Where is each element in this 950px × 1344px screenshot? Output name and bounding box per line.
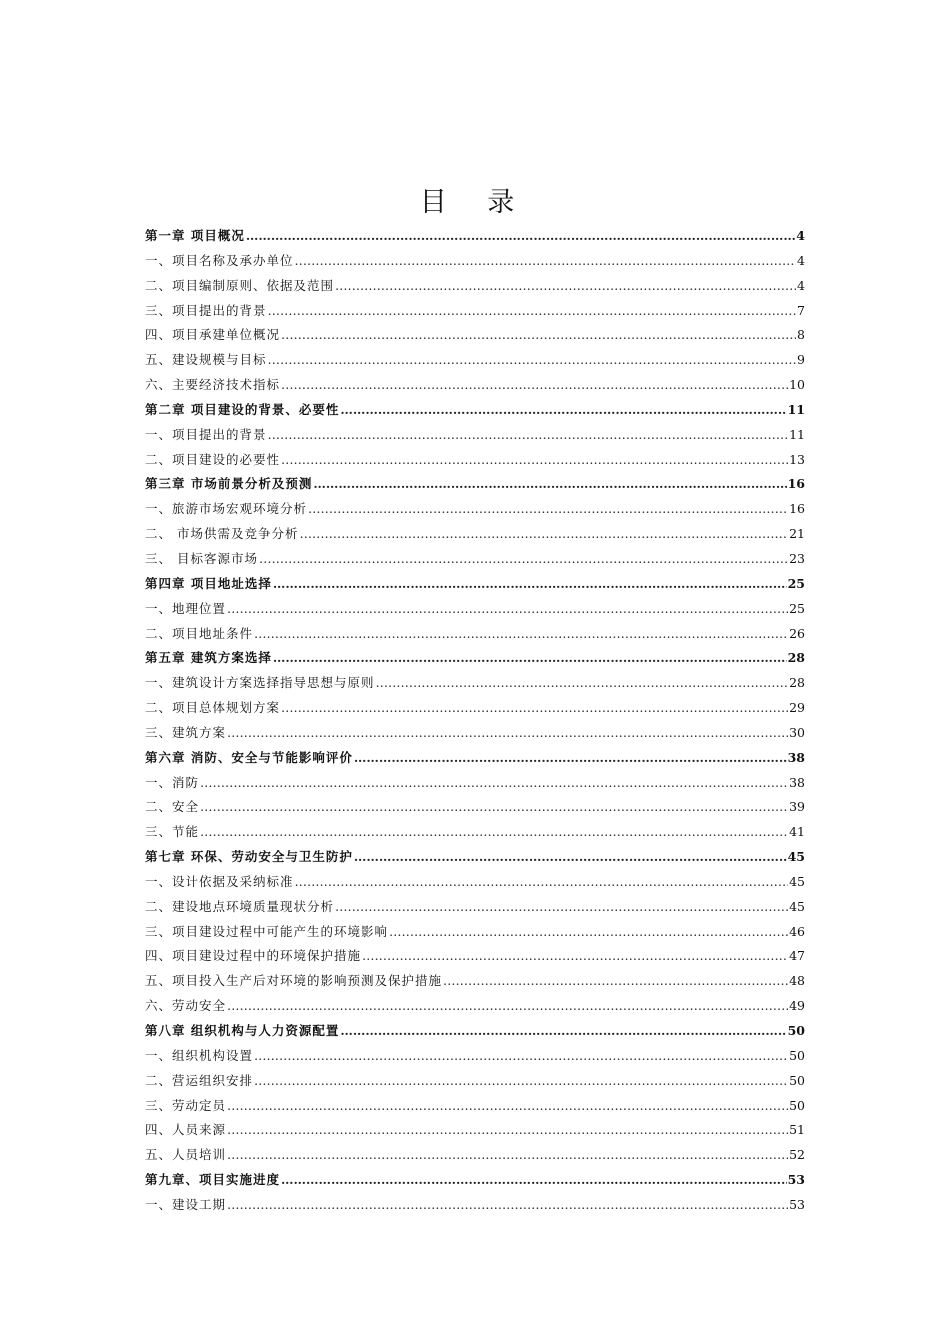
toc-entry-label: 三、节能 — [145, 824, 200, 840]
toc-entry-label: 第五章 建筑方案选择 — [145, 650, 272, 666]
dot-leader — [227, 1143, 788, 1168]
toc-section-entry[interactable] — [145, 1193, 805, 1218]
toc-entry-label: 第七章 环保、劳动安全与卫生防护 — [145, 849, 353, 865]
toc-entry-label: 三、项目建设过程中可能产生的环境影响 — [145, 923, 389, 939]
dot-leader — [313, 472, 786, 497]
toc-section-entry[interactable] — [145, 1044, 805, 1069]
toc-chapter-entry[interactable] — [145, 845, 805, 870]
toc-page-number: 25 — [787, 575, 805, 591]
dot-leader — [335, 895, 788, 920]
toc-section-entry[interactable] — [145, 373, 805, 398]
dot-leader — [227, 721, 788, 746]
toc-page-number: 23 — [789, 550, 805, 566]
toc-section-entry[interactable] — [145, 1118, 805, 1143]
toc-entry-label: 一、地理位置 — [145, 600, 227, 616]
toc-page-number: 16 — [787, 476, 805, 492]
dot-leader — [273, 572, 787, 597]
dot-leader — [268, 299, 797, 324]
toc-section-entry[interactable] — [145, 895, 805, 920]
toc-entry-label: 二、项目建设的必要性 — [145, 451, 281, 467]
toc-chapter-entry[interactable] — [145, 646, 805, 671]
toc-page-number: 52 — [789, 1147, 805, 1163]
toc-entry-label: 三、项目提出的背景 — [145, 302, 267, 318]
toc-section-entry[interactable] — [145, 671, 805, 696]
toc-section-entry[interactable] — [145, 348, 805, 373]
toc-chapter-entry[interactable] — [145, 472, 805, 497]
dot-leader — [246, 224, 795, 249]
toc-section-entry[interactable] — [145, 994, 805, 1019]
toc-entry-label: 二、项目编制原则、依据及范围 — [145, 277, 335, 293]
toc-section-entry[interactable] — [145, 497, 805, 522]
toc-page-number: 30 — [789, 724, 805, 740]
toc-entry-label: 第一章 项目概况 — [145, 228, 245, 243]
toc-chapter-entry[interactable] — [145, 1168, 805, 1193]
toc-section-entry[interactable] — [145, 870, 805, 895]
toc-page-number: 38 — [789, 774, 805, 790]
toc-chapter-entry[interactable] — [145, 398, 805, 423]
dot-leader — [335, 274, 796, 299]
toc-page-number: 47 — [789, 948, 805, 964]
dot-leader — [268, 348, 797, 373]
toc-page-number: 45 — [789, 898, 805, 914]
toc-entry-label: 五、建设规模与目标 — [145, 352, 267, 368]
toc-section-entry[interactable] — [145, 1094, 805, 1119]
toc-entry-label: 五、项目投入生产后对环境的影响预测及保护措施 — [145, 973, 443, 989]
toc-entry-label: 一、消防 — [145, 774, 200, 790]
toc-page-number: 50 — [789, 1097, 805, 1113]
dot-leader — [259, 547, 788, 572]
toc-page-number: 11 — [787, 401, 805, 417]
toc-entry-label: 一、旅游市场宏观环境分析 — [145, 501, 308, 517]
toc-entry-label: 一、组织机构设置 — [145, 1047, 254, 1063]
dot-leader — [295, 870, 789, 895]
toc-page-number: 39 — [789, 799, 805, 815]
toc-entry-label: 四、项目建设过程中的环境保护措施 — [145, 948, 362, 964]
dot-leader — [340, 398, 786, 423]
dot-leader — [281, 448, 788, 473]
toc-entry-label: 一、项目提出的背景 — [145, 426, 267, 442]
toc-section-entry[interactable] — [145, 1143, 805, 1168]
dot-leader — [281, 373, 788, 398]
toc-page-number: 10 — [789, 377, 805, 393]
dot-leader — [227, 1193, 788, 1218]
toc-section-entry[interactable] — [145, 323, 805, 348]
dot-leader — [254, 1069, 788, 1094]
toc-page-number: 4 — [796, 228, 805, 243]
toc-entry-label: 二、营运组织安排 — [145, 1072, 254, 1088]
toc-section-entry[interactable] — [145, 944, 805, 969]
toc-entry-label: 第三章 市场前景分析及预测 — [145, 476, 313, 492]
toc-page-number: 45 — [787, 849, 805, 865]
toc-entry-label: 一、项目名称及承办单位 — [145, 252, 294, 268]
dot-leader — [354, 746, 787, 771]
toc-entry-label: 第四章 项目地址选择 — [145, 575, 272, 591]
toc-page-number: 28 — [787, 650, 805, 666]
toc-section-entry[interactable] — [145, 249, 805, 274]
toc-page-number: 9 — [797, 352, 805, 368]
dot-leader — [354, 845, 787, 870]
toc-entry-label: 第八章 组织机构与人力资源配置 — [145, 1023, 340, 1038]
toc-page-number: 28 — [789, 675, 805, 691]
toc-entry-label: 五、人员培训 — [145, 1147, 227, 1163]
table-of-contents — [145, 224, 805, 1218]
toc-section-entry[interactable] — [145, 547, 805, 572]
toc-section-entry[interactable] — [145, 1069, 805, 1094]
toc-section-entry[interactable] — [145, 423, 805, 448]
dot-leader — [299, 522, 788, 547]
toc-section-entry[interactable] — [145, 696, 805, 721]
dot-leader — [281, 696, 788, 721]
dot-leader — [295, 249, 797, 274]
toc-page-number: 4 — [797, 252, 805, 268]
toc-section-entry[interactable] — [145, 969, 805, 994]
toc-section-entry[interactable] — [145, 820, 805, 845]
toc-page-number: 48 — [789, 973, 805, 989]
dot-leader — [200, 820, 788, 845]
dot-leader — [200, 771, 788, 796]
toc-chapter-entry[interactable] — [145, 224, 805, 249]
toc-page-number: 26 — [789, 625, 805, 641]
toc-page-number: 7 — [797, 302, 805, 318]
toc-entry-label: 二、项目地址条件 — [145, 625, 254, 641]
toc-page-number: 38 — [787, 749, 805, 765]
toc-entry-label: 四、项目承建单位概况 — [145, 327, 281, 343]
toc-page-number: 41 — [789, 824, 805, 840]
toc-page-number: 46 — [789, 923, 805, 939]
toc-entry-label: 三、劳动定员 — [145, 1097, 227, 1113]
toc-page-number: 50 — [789, 1047, 805, 1063]
dot-leader — [227, 994, 788, 1019]
toc-entry-label: 六、主要经济技术指标 — [145, 377, 281, 393]
toc-page-number: 45 — [789, 873, 805, 889]
toc-page-number: 11 — [789, 426, 805, 442]
toc-page-number: 25 — [789, 600, 805, 616]
dot-leader — [362, 944, 788, 969]
dot-leader — [268, 423, 789, 448]
dot-leader — [443, 969, 788, 994]
toc-section-entry[interactable] — [145, 522, 805, 547]
toc-entry-label: 二、安全 — [145, 799, 200, 815]
toc-chapter-entry[interactable] — [145, 572, 805, 597]
toc-chapter-entry[interactable] — [145, 1019, 805, 1044]
toc-entry-label: 六、劳动安全 — [145, 998, 227, 1014]
toc-section-entry[interactable] — [145, 721, 805, 746]
toc-page-number: 16 — [789, 501, 805, 517]
dot-leader — [227, 1118, 788, 1143]
toc-entry-label: 二、 市场供需及竞争分析 — [145, 526, 299, 542]
dot-leader — [227, 1094, 788, 1119]
toc-section-entry[interactable] — [145, 622, 805, 647]
toc-entry-label: 三、 目标客源市场 — [145, 550, 258, 566]
toc-chapter-entry[interactable] — [145, 746, 805, 771]
toc-page-number: 51 — [789, 1122, 805, 1138]
dot-leader — [254, 622, 788, 647]
toc-page-number: 53 — [789, 1196, 805, 1212]
toc-page-number: 53 — [787, 1172, 805, 1188]
toc-entry-label: 第九章、项目实施进度 — [145, 1172, 281, 1188]
toc-entry-label: 二、建设地点环境质量现状分析 — [145, 898, 335, 914]
toc-section-entry[interactable] — [145, 795, 805, 820]
toc-entry-label: 二、项目总体规划方案 — [145, 700, 281, 716]
toc-entry-label: 第六章 消防、安全与节能影响评价 — [145, 749, 353, 765]
toc-page-number: 29 — [789, 700, 805, 716]
toc-page-number: 4 — [797, 277, 805, 293]
toc-entry-label: 一、设计依据及采纳标准 — [145, 873, 294, 889]
toc-section-entry[interactable] — [145, 448, 805, 473]
toc-entry-label: 四、人员来源 — [145, 1122, 227, 1138]
dot-leader — [227, 597, 788, 622]
toc-page-number: 50 — [787, 1023, 805, 1038]
dot-leader — [273, 646, 787, 671]
toc-section-entry[interactable] — [145, 920, 805, 945]
toc-page-number: 50 — [789, 1072, 805, 1088]
dot-leader — [281, 323, 796, 348]
toc-section-entry[interactable] — [145, 771, 805, 796]
toc-page-number: 21 — [789, 526, 805, 542]
dot-leader — [254, 1044, 788, 1069]
toc-section-entry[interactable] — [145, 597, 805, 622]
toc-section-entry[interactable] — [145, 299, 805, 324]
toc-section-entry[interactable] — [145, 274, 805, 299]
toc-page-number: 13 — [789, 451, 805, 467]
toc-page-number: 8 — [797, 327, 805, 343]
toc-entry-label: 三、建筑方案 — [145, 724, 227, 740]
toc-entry-label: 第二章 项目建设的背景、必要性 — [145, 401, 340, 417]
toc-page-number: 49 — [789, 998, 805, 1014]
toc-entry-label: 一、建设工期 — [145, 1196, 227, 1212]
dot-leader — [340, 1019, 786, 1044]
dot-leader — [200, 795, 788, 820]
toc-entry-label: 一、建筑设计方案选择指导思想与原则 — [145, 675, 375, 691]
page-title: 目 录 — [419, 187, 531, 218]
dot-leader — [389, 920, 788, 945]
dot-leader — [308, 497, 788, 522]
dot-leader — [281, 1168, 787, 1193]
dot-leader — [376, 671, 789, 696]
